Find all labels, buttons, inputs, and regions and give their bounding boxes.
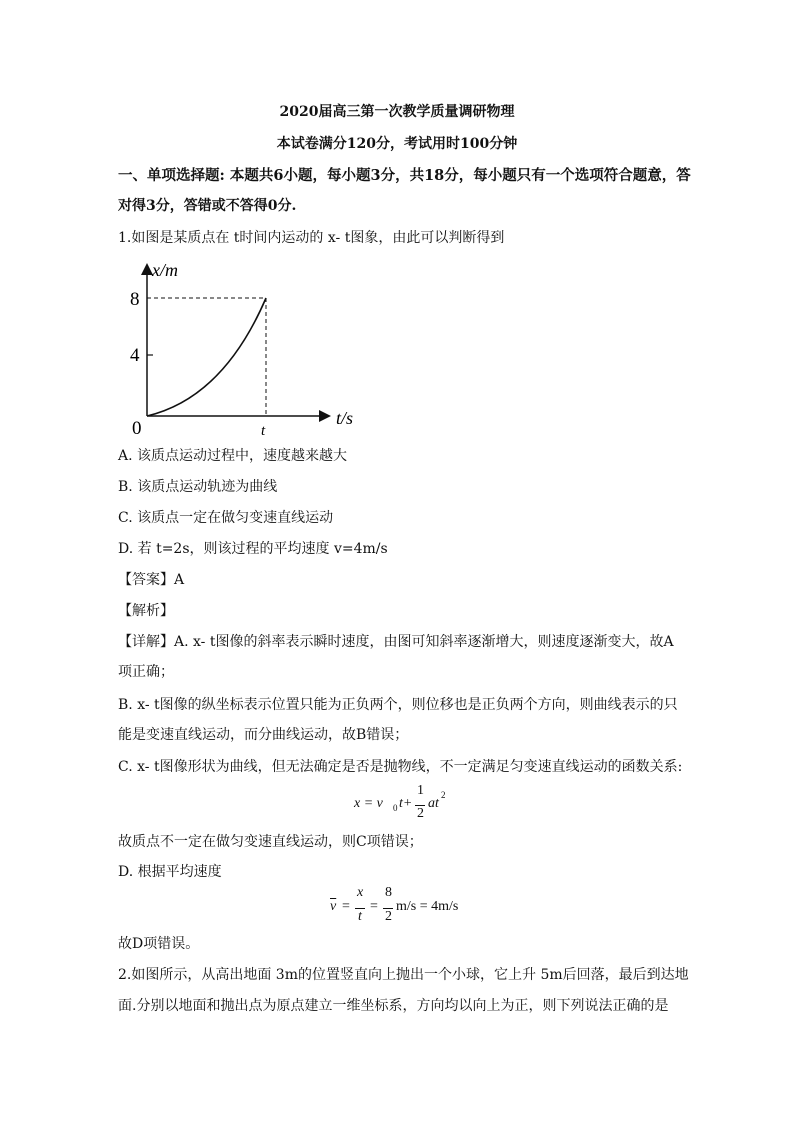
y-tick-label-8: 8 — [130, 289, 140, 310]
formula-c-mid: t+ — [399, 796, 413, 811]
y-axis-label: x/m — [152, 260, 178, 280]
x-axis-label: t/s — [336, 408, 354, 428]
option-b: B. 该质点运动轨迹为曲线 — [118, 479, 278, 495]
question-2-line2: 面.分别以地面和抛出点为原点建立一维坐标系，方向均以向上为正，则下列说法正确的是 — [118, 998, 669, 1014]
detail-b-line1: B. x- t图像的纵坐标表示位置只能为正负两个，则位移也是正负两个方向，则曲线表示的只 — [118, 697, 678, 713]
detail-a-line2: 项正确； — [118, 664, 174, 680]
x-tick-label-t: t — [261, 423, 266, 439]
detail-b-line2: 能是变速直线运动，而分曲线运动，故B错误； — [118, 727, 409, 743]
option-c: C. 该质点一定在做匀变速直线运动 — [118, 510, 334, 526]
formula-d-eq2: = — [370, 899, 378, 914]
section-heading-line2: 对得3分，答错或不答得0分. — [118, 198, 297, 214]
formula-d-f2-den: 2 — [385, 909, 392, 924]
section-heading-line1: 一、单项选择题: 本题共6小题，每小题3分，共18分，每小题只有一个选项符合题意，答 — [118, 167, 691, 184]
formula-c-superscript: 2 — [441, 790, 446, 800]
formula-c-frac-den: 2 — [417, 806, 424, 821]
formula-c-subscript: 0 — [393, 803, 398, 813]
analysis-heading: 【解析】 — [118, 603, 174, 619]
document-title: 2020届高三第一次教学质量调研物理 — [279, 104, 515, 120]
detail-d-line1: D. 根据平均速度 — [118, 864, 222, 880]
document-subtitle: 本试卷满分120分，考试用时100分钟 — [276, 136, 518, 152]
detail-a-line1: 【详解】A. x- t图像的斜率表示瞬时速度，由图可知斜率逐渐增大，则速度逐渐变大，故A — [118, 634, 674, 650]
y-tick-label-4: 4 — [130, 345, 140, 366]
formula-d-tail: m/s = 4m/s — [396, 899, 459, 914]
detail-c-line1: C. x- t图像形状为曲线，但无法确定是否是抛物线，不一定满足匀变速直线运动的函数关系: — [118, 759, 683, 775]
option-a: A. 该质点运动过程中，速度越来越大 — [118, 448, 348, 464]
question-1-stem: 1.如图是某质点在 t时间内运动的 x- t图象，由此可以判断得到 — [118, 230, 505, 246]
answer-label: 【答案】A — [118, 572, 185, 588]
formula-c-frac-num: 1 — [417, 783, 424, 798]
formula-d-eq1: = — [342, 899, 350, 914]
formula-c-tail: at — [428, 796, 439, 811]
formula-d-f1-den: t — [358, 909, 362, 924]
detail-d-line2: 故D项错误。 — [118, 936, 200, 952]
option-d: D. 若 t=2s，则该过程的平均速度 v=4m/s — [118, 541, 388, 557]
xt-curve — [147, 298, 266, 416]
question-2-line1: 2.如图所示，从高出地面 3m的位置竖直向上抛出一个小球，它上升 5m后回落，最后到达地 — [118, 967, 689, 983]
formula-c-lhs: x = v — [354, 796, 383, 811]
xt-graph-figure — [128, 258, 368, 440]
origin-label: 0 — [132, 418, 142, 439]
formula-d-vbar: $\overline{v}$ — [330, 899, 337, 914]
formula-d-f1-num: x — [357, 885, 364, 900]
detail-c-line2: 故质点不一定在做匀变速直线运动，则C项错误； — [118, 834, 423, 850]
formula-d-f2-num: 8 — [385, 885, 392, 900]
